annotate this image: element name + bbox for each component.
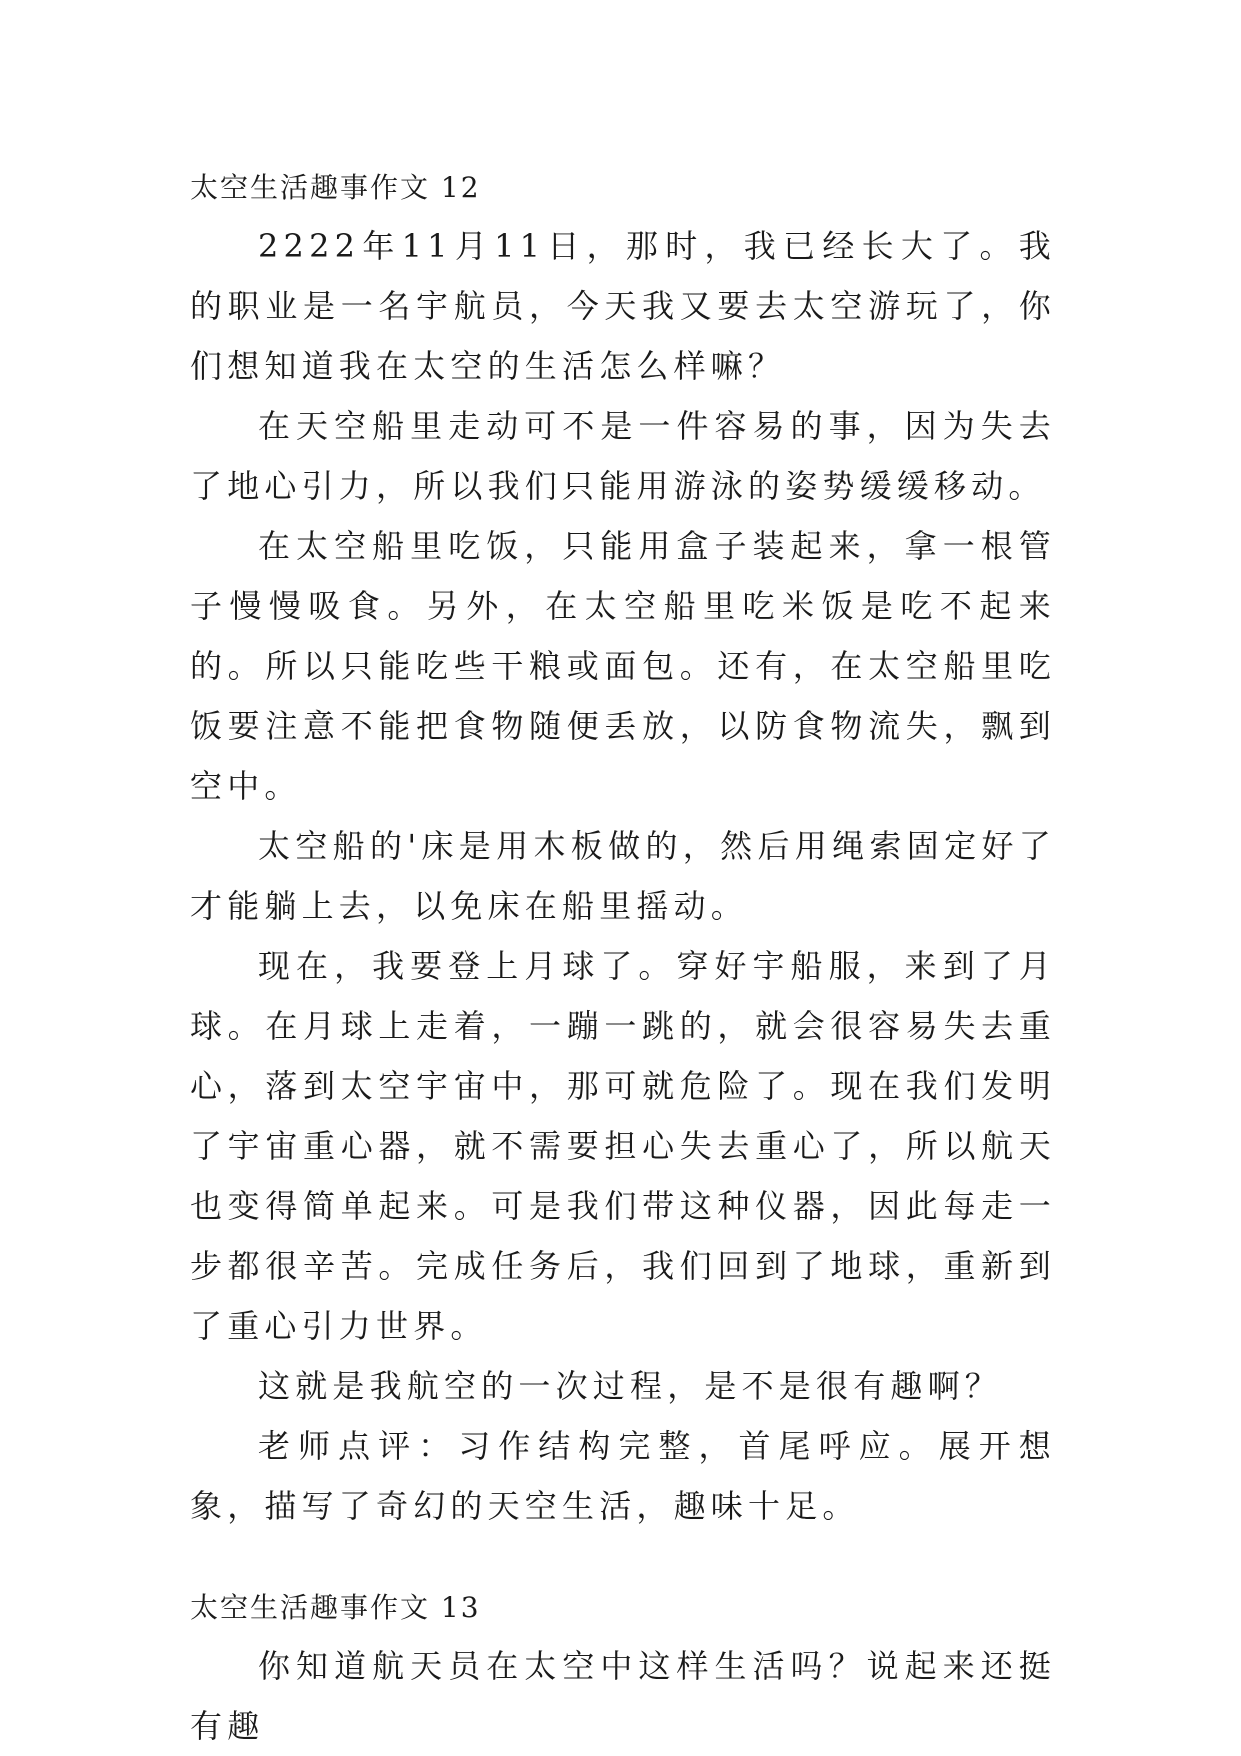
document-page <box>190 160 1056 1756</box>
section-divider <box>190 1536 1056 1580</box>
teacher-comment: 老师点评：习作结构完整，首尾呼应。展开想象，描写了奇幻的天空生活，趣味十足。 <box>190 1427 1056 1525</box>
essay-paragraph: 2222年11月11日，那时，我已经长大了。我的职业是一名宇航员，今天我又要去太空游玩了，你们想知道我在太空的生活怎么样嘛？ <box>190 227 1056 385</box>
essay-paragraph: 在天空船里走动可不是一件容易的事，因为失去了地心引力，所以我们只能用游泳的姿势缓缓移动。 <box>190 407 1056 505</box>
essay-section-12 <box>190 160 1056 1536</box>
essay-paragraph: 在太空船里吃饭，只能用盒子装起来，拿一根管子慢慢吸食。另外，在太空船里吃米饭是吃不起来的。所以只能吃些干粮或面包。还有，在太空船里吃饭要注意不能把食物随便丢放，以防食物流失，飘到空中。 <box>190 527 1056 805</box>
essay-paragraph: 这就是我航空的一次过程，是不是很有趣啊？ <box>258 1367 1003 1405</box>
essay-paragraph: 现在，我要登上月球了。穿好宇船服，来到了月球。在月球上走着，一蹦一跳的，就会很容易失去重心，落到太空宇宙中，那可就危险了。现在我们发明了宇宙重心器，就不需要担心失去重心了，所以航天也变得简单起来。可是我们带这种仪器，因此每走一步都很辛苦。完成任务后，我们回到了地球，重新到了重心引力世界。 <box>190 947 1056 1345</box>
essay-title: 太空生活趣事作文 13 <box>190 1591 481 1624</box>
essay-title: 太空生活趣事作文 12 <box>190 171 481 204</box>
essay-paragraph: 太空船的'床是用木板做的，然后用绳索固定好了才能躺上去，以免床在船里摇动。 <box>190 827 1056 925</box>
essay-section-13 <box>190 1580 1056 1756</box>
essay-paragraph: 你知道航天员在太空中这样生活吗？说起来还挺有趣 <box>190 1647 1056 1745</box>
